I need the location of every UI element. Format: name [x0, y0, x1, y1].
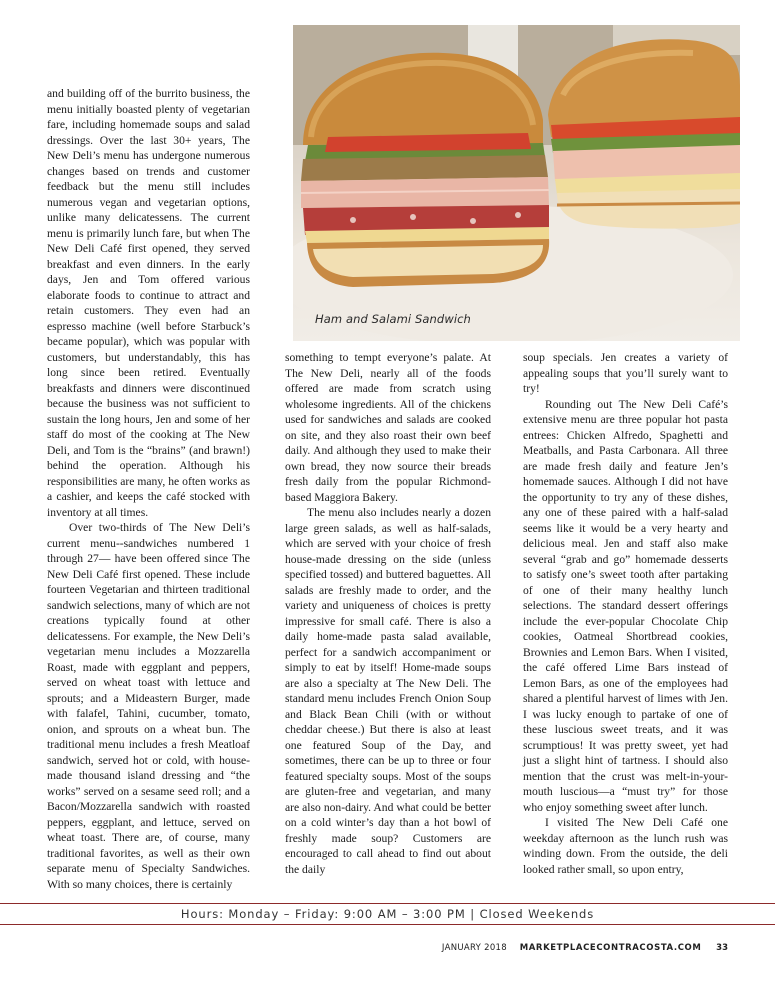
paragraph: The menu also includes nearly a dozen large green salads, as well as half-salads, which are served with your choice of fresh house-made dressing on the side (unless specified tossed) and buttered baguettes. All salads are freshly made to order, and the variety and uniqueness of choices is pretty impressive for small café. There is also a daily home-made pasta salad available, perfect for a sandwich accompaniment or simply to eat by itself! Home-made soups are also a specialty at The New Deli. The standard menu includes French Onion Soup and Black Bean Chili (with or without cheddar cheese.) But there is also at least one featured Soup of the Day, and sometimes, there can be up to three or four featured specialty soups. Most of the soups are gluten-free and vegetarian, and many are also non-dairy. And what could be better on a cold winter’s day than a hot bowl of freshly made soup? Customers are encouraged to call ahead to find out about the daily	[285, 506, 491, 876]
hours-bar	[0, 903, 775, 925]
paragraph: I visited The New Deli Café one weekday afternoon as the lunch rush was winding down. From the outside, the deli looked rather small, so upon entry,	[523, 816, 728, 876]
paragraph: soup specials. Jen creates a variety of appealing soups that you’ll surely want to try!	[523, 351, 728, 395]
paragraph: Over two-thirds of The New Deli’s current menu--sandwiches numbered 1 through 27— have been offered since The New Deli Café first opened. These include fourteen Vegetarian and thirteen traditional sandwich selections, many of which are not creations typically found at other delicatessens. For example, the New Deli’s vegetarian menu includes a Mozzarella Roast, made with eggplant and peppers, served on wheat toast with lettuce and sprouts; and a Mideastern Burger, made with falafel, Tahini, cucumber, tomato, onion, and sprouts on a wheat bun. The traditional menu includes a fresh Meatloaf sandwich, served hot or cold, with house-made thousand island dressing and “the works” served on a sesame seed roll; and a Bacon/Mozzarella sandwich with roasted peppers, eggplant, and lettuce, served on wheat toast. There are, of course, many traditional favorites, as well as their own separate menu of Specialty Sandwiches. With so many choices, there is certainly	[47, 521, 250, 891]
sandwich-photo	[293, 25, 740, 341]
article-column-2	[285, 350, 491, 877]
paragraph: Rounding out The New Deli Café’s extensive menu are three popular hot pasta entrees: Chicken Alfredo, Spaghetti and Meatballs, and Pasta Carbonara. All three are made fresh daily and feature Jen’s homemade sauces. Although I did not have the opportunity to try any of these dishes, any one of these paired with a half-salad seems like it would be a very hearty and delicious meal. Jen and staff also make several “grab and go” homemade desserts to satisfy one’s sweet tooth after partaking of one of their many healthy lunch selections. The standard dessert offerings include the ever-popular Chocolate Chip cookies, Oatmeal Shortbread cookies, Brownies and Lemon Bars. When I visited, the café offered Lime Bars instead of Lemon Bars, as one of the employees had shared a plentiful harvest of limes with Jen. I was lucky enough to partake of one of these luscious sweet treats, and it was scrumptious! It was pretty sweet, yet had just a slight hint of tartness. I should also mention that the crust was melt-in-your-mouth luscious—a “must try” for those who enjoy something sweet after lunch.	[523, 397, 728, 814]
sandwich-illustration	[293, 25, 740, 341]
page-number: 33	[716, 943, 728, 953]
hours-text: Hours: Monday – Friday: 9:00 AM – 3:00 PM | Closed Weekends	[180, 907, 595, 921]
paragraph: and building off of the burrito business, the menu initially boasted plenty of vegetarian fare, including homemade soups and salad dressings. Over the last 30+ years, The New Deli’s menu has undergone numerous changes based on trends and customer feedback but the menu still includes numerous vegan and vegetarian options, unlike many delicatessens. The current menu is primarily lunch fare, but when The New Deli Café first opened, they served breakfast and even dinners. In the early days, Jen and Tom offered various elaborate foods to continue to attract and retain customers. They even had an espresso machine (well before Starbuck’s became popular), which was popular with customers, but understandably, this has long since been retired. Eventually breakfasts and dinners were discontinued because the business was not sufficient to sustain the long hours, Jen and some of her staff do most of the cooking at The New Deli, and Tom is the “brains” (and brawn!) behind the operation. Although his responsibilities are many, he often works as a cashier, and keeps the café stocked with inventory at all times.	[47, 87, 250, 519]
article-column-3	[523, 350, 728, 877]
page-footer	[442, 943, 728, 953]
website-link[interactable]: MARKETPLACECONTRACOSTA.COM	[519, 943, 702, 953]
paragraph: something to tempt everyone’s palate. At The New Deli, nearly all of the foods offered are made from scratch using wholesome ingredients. All of the chickens used for sandwiches and salads are cooked on site, and they also roast their own beef daily. And although they used to make their own bread, they now source their breads fresh daily from the popular Richmond-based Maggiora Bakery.	[285, 351, 491, 504]
article-column-1	[47, 86, 250, 892]
photo-caption: Ham and Salami Sandwich	[315, 312, 471, 326]
issue-date: JANUARY 2018	[441, 943, 507, 953]
